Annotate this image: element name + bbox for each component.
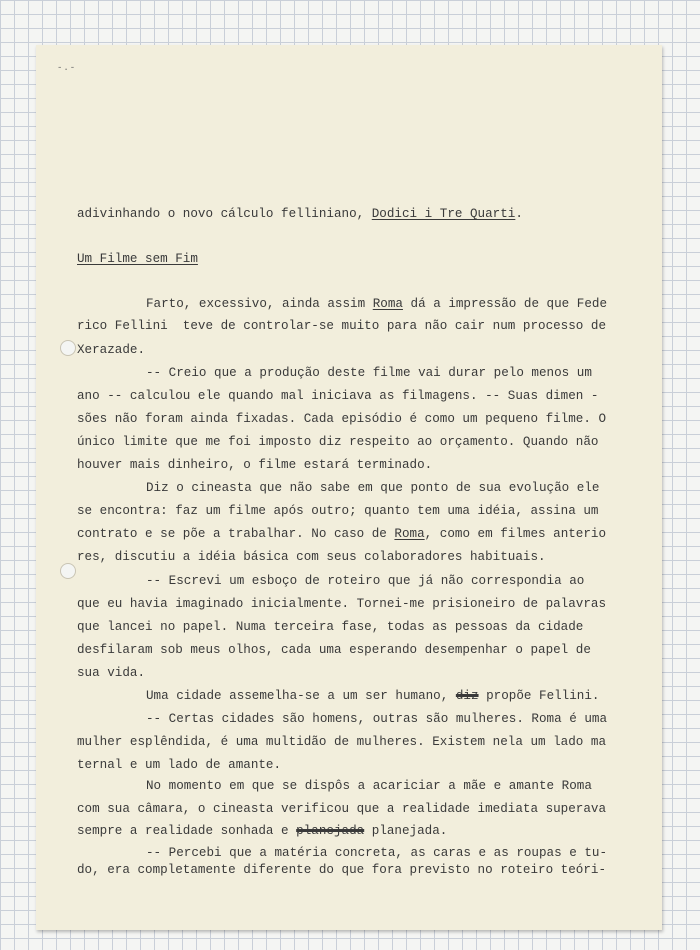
film-title: Dodici i Tre Quarti <box>371 207 516 221</box>
text-line: ternal e um lado de amante. <box>77 758 282 772</box>
text-line: No momento em que se dispôs a acariciar a mãe e amante Roma <box>146 779 592 793</box>
punch-hole-bottom <box>60 563 76 579</box>
film-title: Roma <box>372 297 403 311</box>
struck-word: planejada <box>296 824 365 838</box>
text-line: -- Certas cidades são homens, outras são mulheres. Roma é uma <box>146 712 608 726</box>
text-line: rico Fellini teve de controlar-se muito para não cair num processo de <box>77 319 607 333</box>
section-heading: Um Filme sem Fim <box>77 252 198 266</box>
text-line <box>77 206 523 222</box>
text-line: res, discutiu a idéia básica com seus colaboradores habituais. <box>77 550 546 564</box>
punch-hole-top <box>60 340 76 356</box>
text-span: propõe Fellini. <box>478 689 600 703</box>
text-line: que eu havia imaginado inicialmente. Tornei-me prisioneiro de palavras <box>77 597 607 611</box>
text-line: sua vida. <box>77 666 146 680</box>
text-line: do, era completamente diferente do que fora previsto no roteiro teóri- <box>77 863 607 877</box>
text-line: -- Escrevi um esboço de roteiro que já não correspondia ao <box>146 574 585 588</box>
text-span: . <box>515 207 523 221</box>
text-span: sempre a realidade sonhada e <box>77 824 297 838</box>
text-line: se encontra: faz um filme após outro; quanto tem uma idéia, assina um <box>77 504 599 518</box>
text-line: sões não foram ainda fixadas. Cada episódio é como um pequeno filme. O <box>77 412 607 426</box>
text-line: único limite que me foi imposto diz respeito ao orçamento. Quando não <box>77 435 599 449</box>
text-span: , como em filmes anterio <box>424 527 607 541</box>
text-line: houver mais dinheiro, o filme estará terminado. <box>77 458 433 472</box>
text-span: Farto, excessivo, ainda assim <box>146 297 373 311</box>
text-span: Uma cidade assemelha-se a um ser humano, <box>146 689 456 703</box>
text-line: Diz o cineasta que não sabe em que ponto de sua evolução ele <box>146 481 600 495</box>
text-line <box>146 688 599 704</box>
text-line: -- Creio que a produção deste filme vai durar pelo menos um <box>146 366 592 380</box>
text-span: planejada. <box>364 824 448 838</box>
text-span: dá a impressão de que Fede <box>402 297 608 311</box>
page-mark: -.- <box>57 63 77 73</box>
text-line: desfilaram sob meus olhos, cada uma esperando desempenhar o papel de <box>77 643 591 657</box>
text-line <box>77 526 606 542</box>
text-line <box>146 296 607 312</box>
text-line: ano -- calculou ele quando mal iniciava as filmagens. -- Suas dimen - <box>77 389 599 403</box>
text-line: -- Percebi que a matéria concreta, as caras e as roupas e tu- <box>146 846 608 860</box>
text-line: com sua câmara, o cineasta verificou que a realidade imediata superava <box>77 802 607 816</box>
struck-word: diz <box>455 689 479 703</box>
text-line: que lancei no papel. Numa terceira fase, todas as pessoas da cidade <box>77 620 584 634</box>
text-span: adivinhando o novo cálculo felliniano, <box>77 207 372 221</box>
film-title: Roma <box>394 527 425 541</box>
text-line: Xerazade. <box>77 343 146 357</box>
text-line: mulher esplêndida, é uma multidão de mulheres. Existem nela um lado ma <box>77 735 607 749</box>
text-span: contrato e se põe a trabalhar. No caso de <box>77 527 395 541</box>
text-line <box>77 823 447 839</box>
